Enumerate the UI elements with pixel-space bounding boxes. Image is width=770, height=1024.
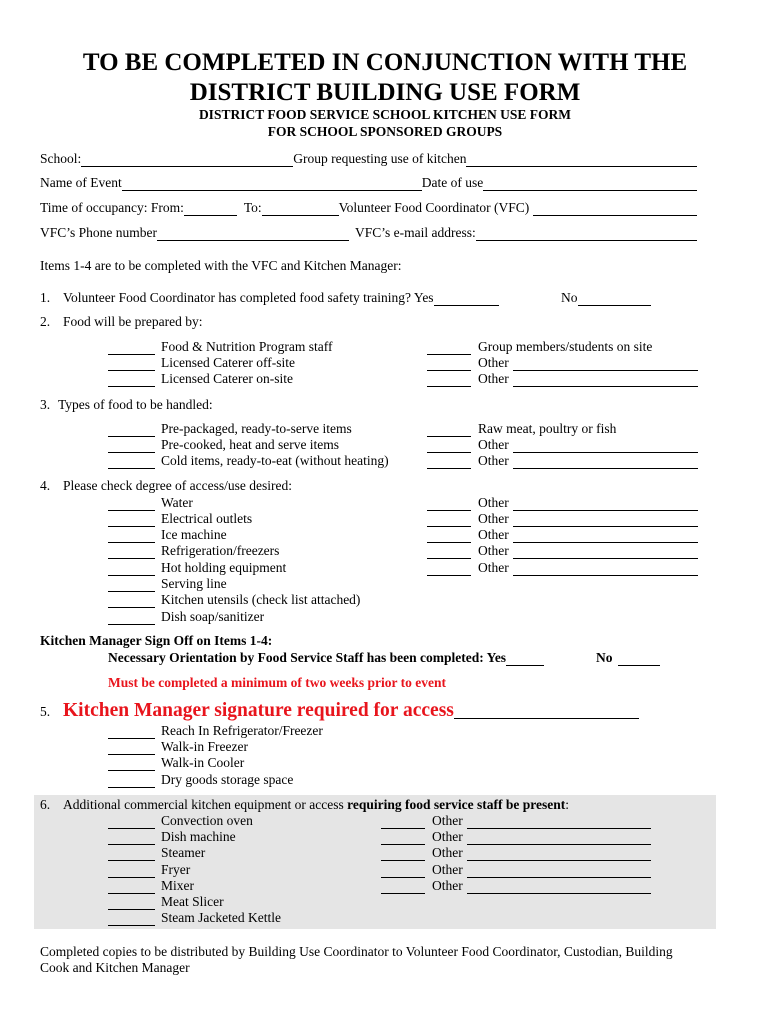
option-row [108,355,295,371]
option-check-line[interactable] [427,424,471,437]
other-input-line[interactable] [513,440,698,453]
other-input-line[interactable] [467,848,651,861]
option-check-line[interactable] [427,342,471,355]
option-row [108,845,205,861]
item6-text-a: Additional commercial kitchen equipment or access [63,797,348,812]
option-label: Raw meat, poultry or fish [478,421,617,436]
item1-yes-line[interactable] [434,293,499,306]
option-row-other [381,878,651,894]
item5-signature-line[interactable] [454,702,639,719]
other-input-line[interactable] [513,546,698,559]
option-label: Kitchen utensils (check list attached) [161,592,361,607]
phone-input-line[interactable] [157,228,349,241]
option-label: Convection oven [161,813,253,828]
option-row-other [427,527,698,543]
option-label: Fryer [161,862,191,877]
item6-text-c: : [565,797,570,812]
option-check-line[interactable] [108,374,155,387]
option-label: Other [432,813,463,828]
option-row [108,894,224,910]
time-from-label: Time of occupancy: From: [40,200,184,215]
signoff-question [108,650,544,666]
option-check-line[interactable] [108,881,155,894]
item6-text-b: requiring food service staff be present [347,797,566,812]
item1-no-label: No [561,290,578,305]
option-check-line[interactable] [108,848,155,861]
option-row [108,560,286,576]
group-input-line[interactable] [466,154,697,167]
group-label: Group requesting use of kitchen [293,151,467,166]
event-input-line[interactable] [122,178,422,191]
deadline-notice: Must be completed a minimum of two weeks prior to event [108,675,446,690]
option-check-line[interactable] [108,498,155,511]
item-number: 2. [40,314,51,329]
option-check-line[interactable] [108,563,155,576]
phone-label: VFC’s Phone number [40,225,158,240]
option-check-line[interactable] [108,913,155,926]
option-row [108,437,339,453]
option-label: Licensed Caterer on-site [161,371,293,386]
option-row-other [381,845,651,861]
item1-text: Volunteer Food Coordinator has completed food safety training? Yes [63,290,434,305]
option-check-line[interactable] [427,530,471,543]
intro-text: Items 1-4 are to be completed with the VFC and Kitchen Manager: [40,258,402,273]
option-row [108,910,281,926]
signoff-yes-line[interactable] [506,653,544,666]
option-check-line[interactable] [381,832,425,845]
vfc-label: Volunteer Food Coordinator (VFC) [338,200,530,215]
option-row [108,813,253,829]
option-row [108,576,227,592]
option-check-line[interactable] [108,865,155,878]
option-check-line[interactable] [108,742,155,755]
other-input-line[interactable] [467,865,651,878]
title-line-1: TO BE COMPLETED IN CONJUNCTION WITH THE [82,49,688,76]
time-to-input-line[interactable] [262,203,339,216]
option-label: Other [478,437,509,452]
option-check-line[interactable] [108,514,155,527]
option-row [108,453,389,469]
page-title [0,48,770,108]
option-label: Other [478,511,509,526]
item-number: 5. [40,704,51,719]
other-input-line[interactable] [513,514,698,527]
option-row [108,495,193,511]
option-row-other [427,560,698,576]
option-row [108,371,293,387]
option-check-line[interactable] [427,374,471,387]
time-from-input-line[interactable] [184,203,237,216]
item1-no-line[interactable] [578,293,651,306]
option-label: Cold items, ready-to-eat (without heating) [161,453,389,468]
option-row [108,755,244,771]
option-label: Walk-in Freezer [161,739,248,754]
title-line-2: DISTRICT BUILDING USE FORM [189,79,581,106]
option-label: Other [478,453,509,468]
option-row-other [427,371,698,387]
option-row-other [427,495,698,511]
option-row-other [381,829,651,845]
option-row [108,511,252,527]
option-check-line[interactable] [381,848,425,861]
other-input-line[interactable] [467,832,651,845]
other-input-line[interactable] [467,881,651,894]
item5-heading [63,700,639,722]
option-check-line[interactable] [427,514,471,527]
option-check-line[interactable] [381,881,425,894]
option-row [108,772,293,788]
option-check-line[interactable] [381,865,425,878]
option-label: Reach In Refrigerator/Freezer [161,723,323,738]
option-label: Walk-in Cooler [161,755,245,770]
footer-line-2: Cook and Kitchen Manager [40,960,190,975]
option-label: Meat Slicer [161,894,224,909]
option-label: Other [432,878,463,893]
vfc-input-line[interactable] [533,203,697,216]
option-row [108,739,248,755]
option-check-line[interactable] [108,595,155,608]
option-row [108,723,323,739]
option-check-line[interactable] [108,579,155,592]
option-row [108,421,352,437]
item1-question [63,290,499,306]
footer-line-1: Completed copies to be distributed by Building Use Coordinator to Volunteer Food Coordinator, Custodian, Building [40,944,673,959]
option-row [108,339,333,355]
item2-text: Food will be prepared by: [63,314,203,329]
other-input-line[interactable] [513,358,698,371]
item-number: 4. [40,478,51,493]
option-row-other [427,543,698,559]
option-label: Steam Jacketed Kettle [161,910,281,925]
school-input-line[interactable] [81,154,293,167]
option-check-line[interactable] [108,726,155,739]
field-row-contact [40,225,697,241]
option-check-line[interactable] [108,342,155,355]
item4-text: Please check degree of access/use desired: [63,478,293,493]
option-label: Hot holding equipment [161,560,287,575]
signoff-no-line[interactable] [618,653,660,666]
option-label: Mixer [161,878,194,893]
option-check-line[interactable] [427,546,471,559]
option-check-line[interactable] [427,563,471,576]
option-row [108,829,236,845]
page-subtitle [0,106,770,140]
school-label: School: [40,151,82,166]
option-label: Other [478,527,509,542]
option-label: Dry goods storage space [161,772,294,787]
option-label: Food & Nutrition Program staff [161,339,333,354]
option-label: Steamer [161,845,206,860]
option-check-line[interactable] [108,440,155,453]
subtitle-line-1: DISTRICT FOOD SERVICE SCHOOL KITCHEN USE FORM [198,107,572,122]
option-row [427,421,616,437]
item6-text [63,797,569,813]
option-label: Ice machine [161,527,227,542]
option-row [427,339,652,355]
other-input-line[interactable] [513,530,698,543]
subtitle-line-2: FOR SCHOOL SPONSORED GROUPS [267,124,503,139]
event-label: Name of Event [40,175,122,190]
item-number: 1. [40,290,51,305]
other-input-line[interactable] [467,816,651,829]
option-check-line[interactable] [427,498,471,511]
option-label: Serving line [161,576,227,591]
option-label: Electrical outlets [161,511,253,526]
option-label: Other [478,371,509,386]
signoff-no-label: No [596,650,613,665]
option-label: Other [432,862,463,877]
option-label: Other [432,829,463,844]
other-input-line[interactable] [513,456,698,469]
option-row-other [427,453,698,469]
option-check-line[interactable] [108,546,155,559]
option-label: Other [478,495,509,510]
option-check-line[interactable] [108,832,155,845]
option-row [108,527,227,543]
option-check-line[interactable] [427,358,471,371]
item3-text: Types of food to be handled: [58,397,213,412]
field-row-time [40,200,697,216]
option-check-line[interactable] [108,612,155,625]
option-label: Pre-cooked, heat and serve items [161,437,340,452]
option-label: Other [478,355,509,370]
field-row-event [40,175,697,191]
option-row [108,862,190,878]
option-row [108,592,360,608]
option-label: Refrigeration/freezers [161,543,280,558]
option-check-line[interactable] [108,424,155,437]
option-check-line[interactable] [108,775,155,788]
option-row-other [381,813,651,829]
option-row-other [427,437,698,453]
option-label: Water [161,495,193,510]
option-row [108,543,279,559]
other-input-line[interactable] [513,498,698,511]
email-input-line[interactable] [476,228,697,241]
option-check-line[interactable] [108,530,155,543]
option-check-line[interactable] [427,456,471,469]
option-check-line[interactable] [108,456,155,469]
signoff-no [596,650,660,666]
other-input-line[interactable] [513,563,698,576]
option-row-other [381,862,651,878]
option-label: Licensed Caterer off-site [161,355,295,370]
item1-no [561,290,651,306]
option-check-line[interactable] [381,816,425,829]
email-label: VFC’s e-mail address: [355,225,476,240]
option-label: Dish soap/sanitizer [161,609,265,624]
option-label: Other [432,845,463,860]
option-check-line[interactable] [108,358,155,371]
option-check-line[interactable] [108,897,155,910]
item5-text: Kitchen Manager signature required for access [63,700,454,721]
option-label: Group members/students on site [478,339,653,354]
option-row-other [427,355,698,371]
signoff-text: Necessary Orientation by Food Service Staff has been completed: Yes [108,650,507,665]
option-label: Dish machine [161,829,236,844]
option-row [108,878,194,894]
option-row-other [427,511,698,527]
other-input-line[interactable] [513,374,698,387]
option-check-line[interactable] [108,758,155,771]
time-to-label: To: [243,200,262,215]
option-label: Other [478,543,509,558]
signoff-heading: Kitchen Manager Sign Off on Items 1-4: [40,633,273,648]
date-label: Date of use [421,175,484,190]
item-number: 3. [40,397,51,412]
option-label: Other [478,560,509,575]
option-check-line[interactable] [108,816,155,829]
option-check-line[interactable] [427,440,471,453]
option-row [108,609,264,625]
date-input-line[interactable] [483,178,697,191]
field-row-school [40,151,697,167]
item-number: 6. [40,797,51,812]
option-label: Pre-packaged, ready-to-serve items [161,421,352,436]
